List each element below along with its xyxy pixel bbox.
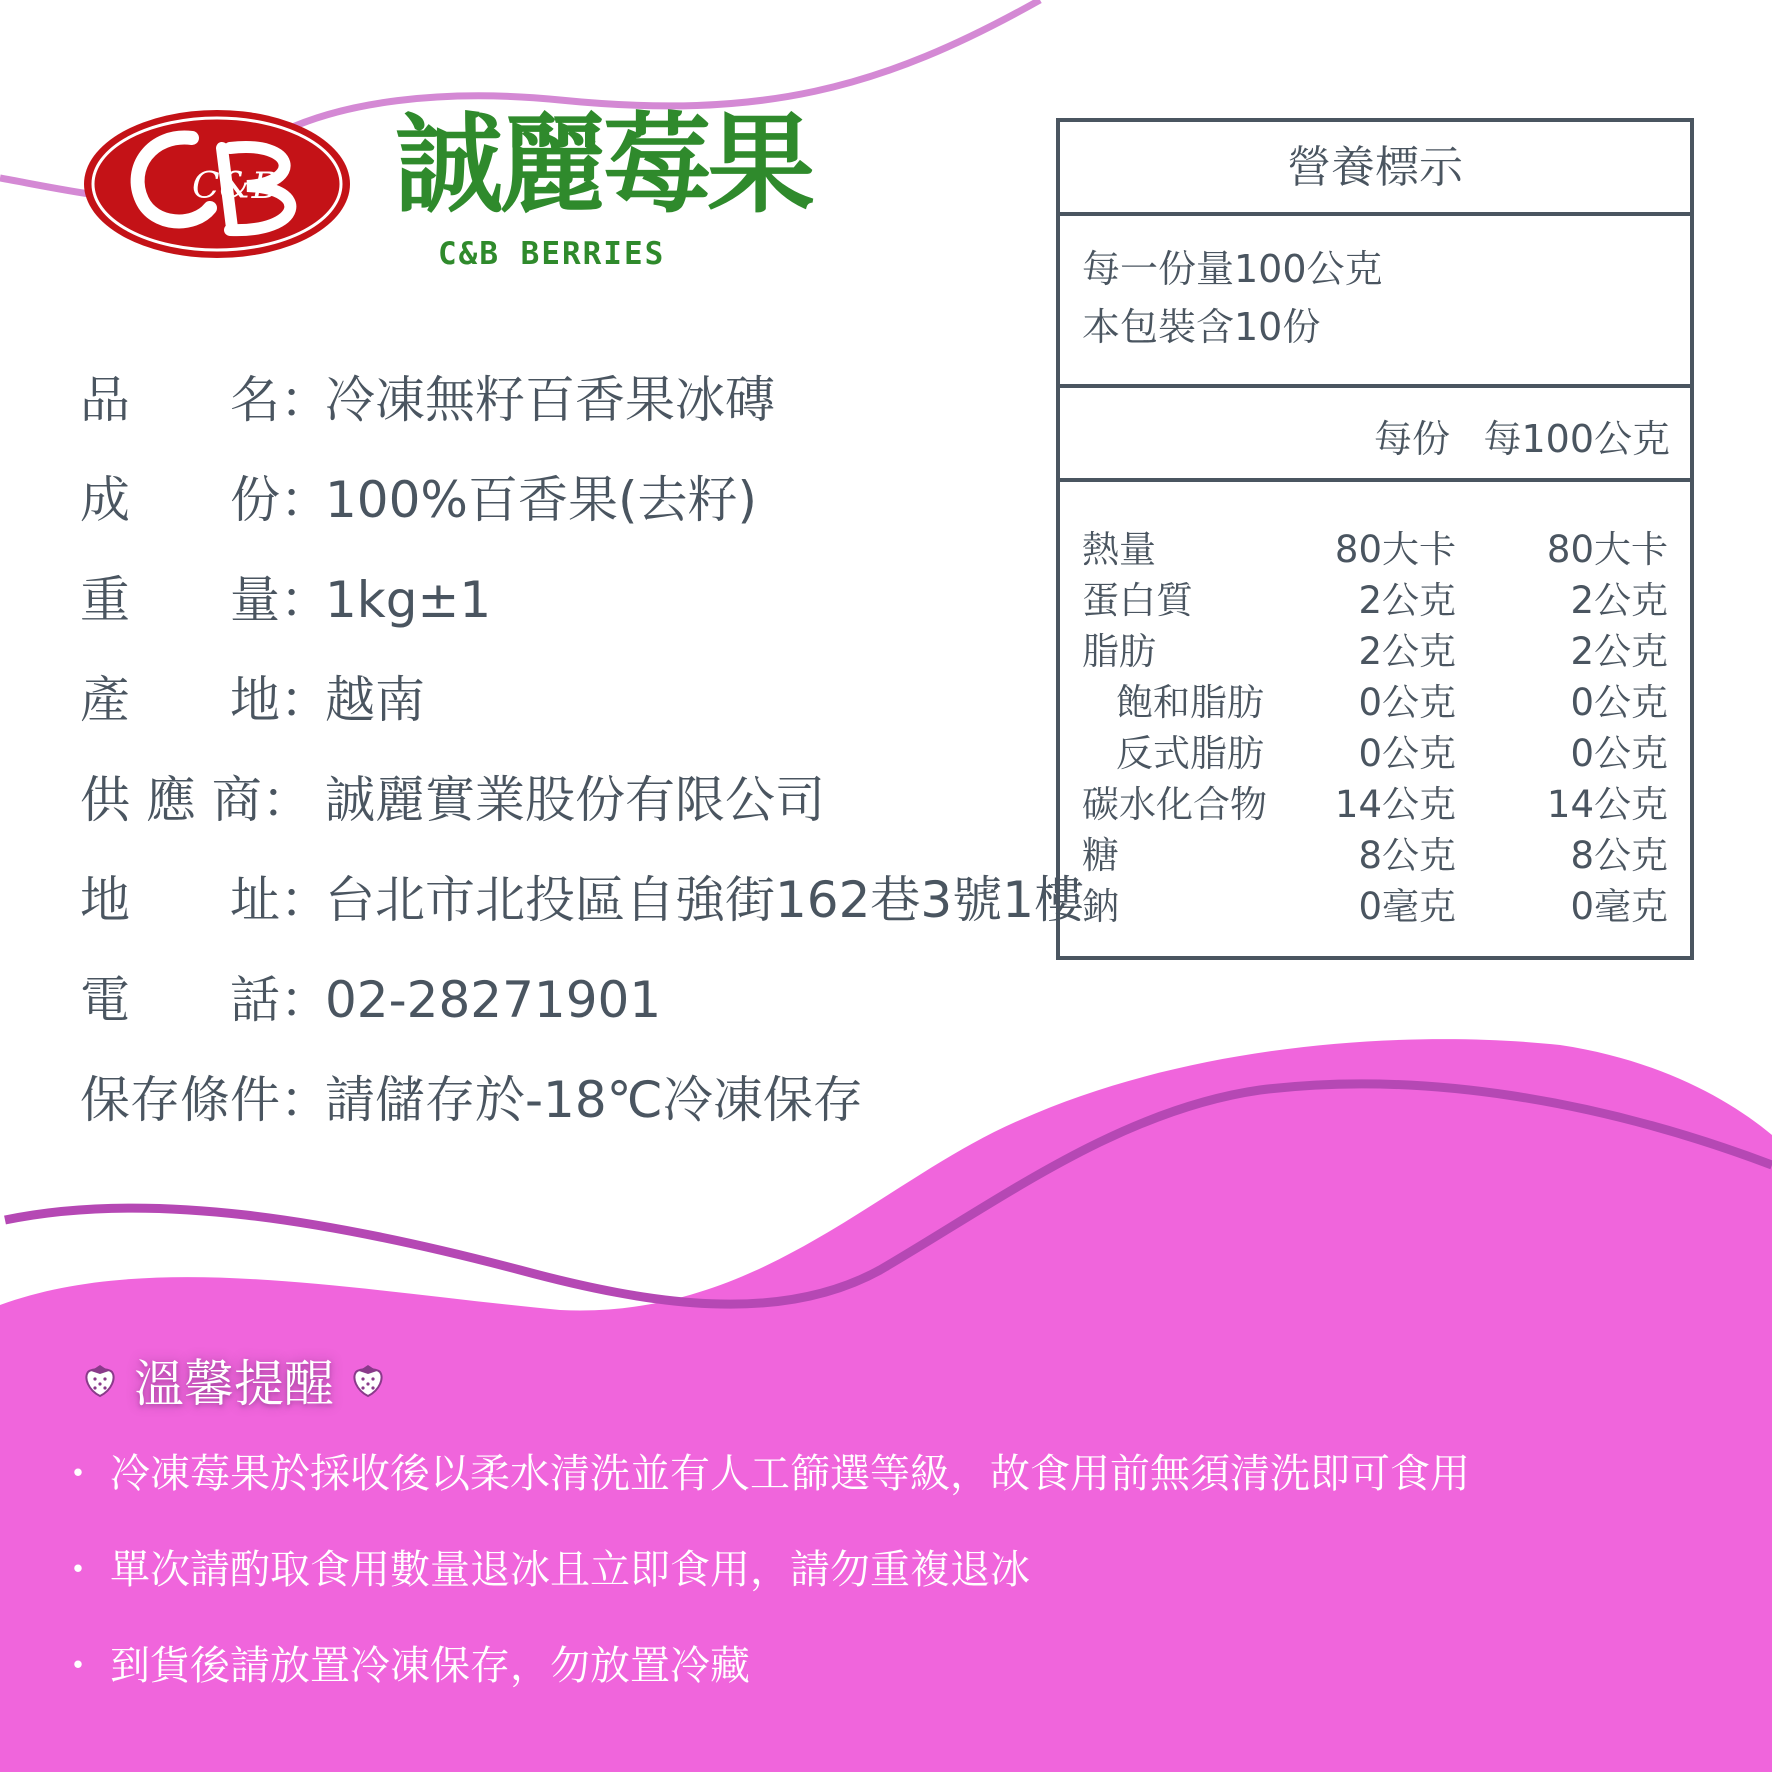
nutrition-row	[1060, 677, 1690, 728]
nutrient-per-serving: 0毫克	[1358, 885, 1456, 928]
info-label: 品 名：	[80, 371, 330, 429]
info-label: 重 量：	[80, 571, 330, 629]
col-per-serving: 每份	[1373, 417, 1450, 461]
nutrition-title: 營養標示	[1060, 122, 1690, 216]
reminder-title	[80, 1348, 388, 1412]
col-per-100g: 每100公克	[1483, 417, 1670, 461]
strawberry-icon	[80, 1360, 120, 1400]
nutrition-column-headers	[1060, 388, 1690, 482]
serving-info	[1060, 216, 1690, 388]
nutrient-name: 反式脂肪	[1116, 732, 1264, 775]
nutrient-per-serving: 80大卡	[1334, 528, 1456, 571]
info-value: 越南	[325, 671, 425, 729]
nutrient-name: 熱量	[1082, 528, 1156, 571]
tip-text: 到貨後請放置冷凍保存，勿放置冷藏	[110, 1643, 750, 1689]
nutrition-row	[1060, 881, 1690, 932]
brand-name-en: C&B BERRIES	[438, 236, 666, 272]
info-value: 02-28271901	[325, 971, 662, 1029]
nutrient-name: 碳水化合物	[1082, 783, 1267, 826]
info-label: 供 應 商：	[80, 771, 312, 829]
nutrition-row	[1060, 626, 1690, 677]
strawberry-icon	[348, 1360, 388, 1400]
tip-text: 冷凍莓果於採收後以柔水清洗並有人工篩選等級，故食用前無須清洗即可食用	[110, 1451, 1470, 1497]
nutrient-name: 飽和脂肪	[1116, 681, 1264, 724]
nutrient-per-serving: 0公克	[1358, 681, 1456, 724]
nutrient-name: 糖	[1082, 834, 1119, 877]
nutrition-row	[1060, 524, 1690, 575]
info-label: 電 話：	[80, 971, 330, 1029]
reminder-title-text: 溫馨提醒	[134, 1355, 334, 1413]
info-label: 地 址：	[80, 871, 330, 929]
nutrition-row	[1060, 728, 1690, 779]
reminder-tip	[58, 1636, 750, 1696]
info-value: 100%百香果(去籽)	[325, 471, 757, 529]
info-label: 產 地：	[80, 671, 330, 729]
info-value: 請儲存於-18℃冷凍保存	[325, 1071, 863, 1129]
brand-name-cn: 誠麗莓果	[395, 103, 812, 228]
nutrition-row	[1060, 575, 1690, 626]
info-label: 保存條件：	[80, 1071, 330, 1129]
info-value: 誠麗實業股份有限公司	[325, 771, 825, 829]
servings-per-package: 本包裝含10份	[1082, 305, 1321, 349]
nutrient-per-100g: 2公克	[1570, 579, 1668, 622]
nutrition-row	[1060, 779, 1690, 830]
svg-text:C&B: C&B	[192, 166, 279, 207]
info-label: 成 份：	[80, 471, 330, 529]
nutrient-name: 脂肪	[1082, 630, 1156, 673]
nutrient-per-100g: 0公克	[1570, 681, 1668, 724]
tip-text: 單次請酌取食用數量退冰且立即食用，請勿重複退冰	[110, 1547, 1030, 1593]
nutrient-per-100g: 0公克	[1570, 732, 1668, 775]
nutrient-per-serving: 8公克	[1358, 834, 1456, 877]
nutrient-per-100g: 2公克	[1570, 630, 1668, 673]
nutrition-row	[1060, 830, 1690, 881]
nutrient-per-serving: 2公克	[1358, 630, 1456, 673]
info-value: 1kg±1	[325, 571, 492, 629]
nutrient-per-serving: 14公克	[1334, 783, 1456, 826]
brand-logo	[82, 108, 352, 260]
nutrient-name: 蛋白質	[1082, 579, 1193, 622]
nutrition-rows	[1060, 482, 1690, 932]
bullet: ・	[58, 1451, 98, 1497]
nutrient-per-100g: 14公克	[1546, 783, 1668, 826]
reminder-tip	[58, 1540, 1030, 1600]
info-value: 冷凍無籽百香果冰磚	[325, 371, 775, 429]
nutrient-per-100g: 80大卡	[1546, 528, 1668, 571]
nutrient-per-serving: 0公克	[1358, 732, 1456, 775]
nutrition-panel	[1056, 118, 1694, 960]
nutrient-per-100g: 0毫克	[1570, 885, 1668, 928]
nutrient-per-serving: 2公克	[1358, 579, 1456, 622]
info-value: 台北市北投區自強街162巷3號1樓	[325, 871, 1085, 929]
serving-size: 每一份量100公克	[1082, 247, 1383, 291]
nutrient-name: 鈉	[1082, 885, 1119, 928]
bullet: ・	[58, 1643, 98, 1689]
nutrient-per-100g: 8公克	[1570, 834, 1668, 877]
bullet: ・	[58, 1547, 98, 1593]
reminder-tip	[58, 1444, 1470, 1504]
